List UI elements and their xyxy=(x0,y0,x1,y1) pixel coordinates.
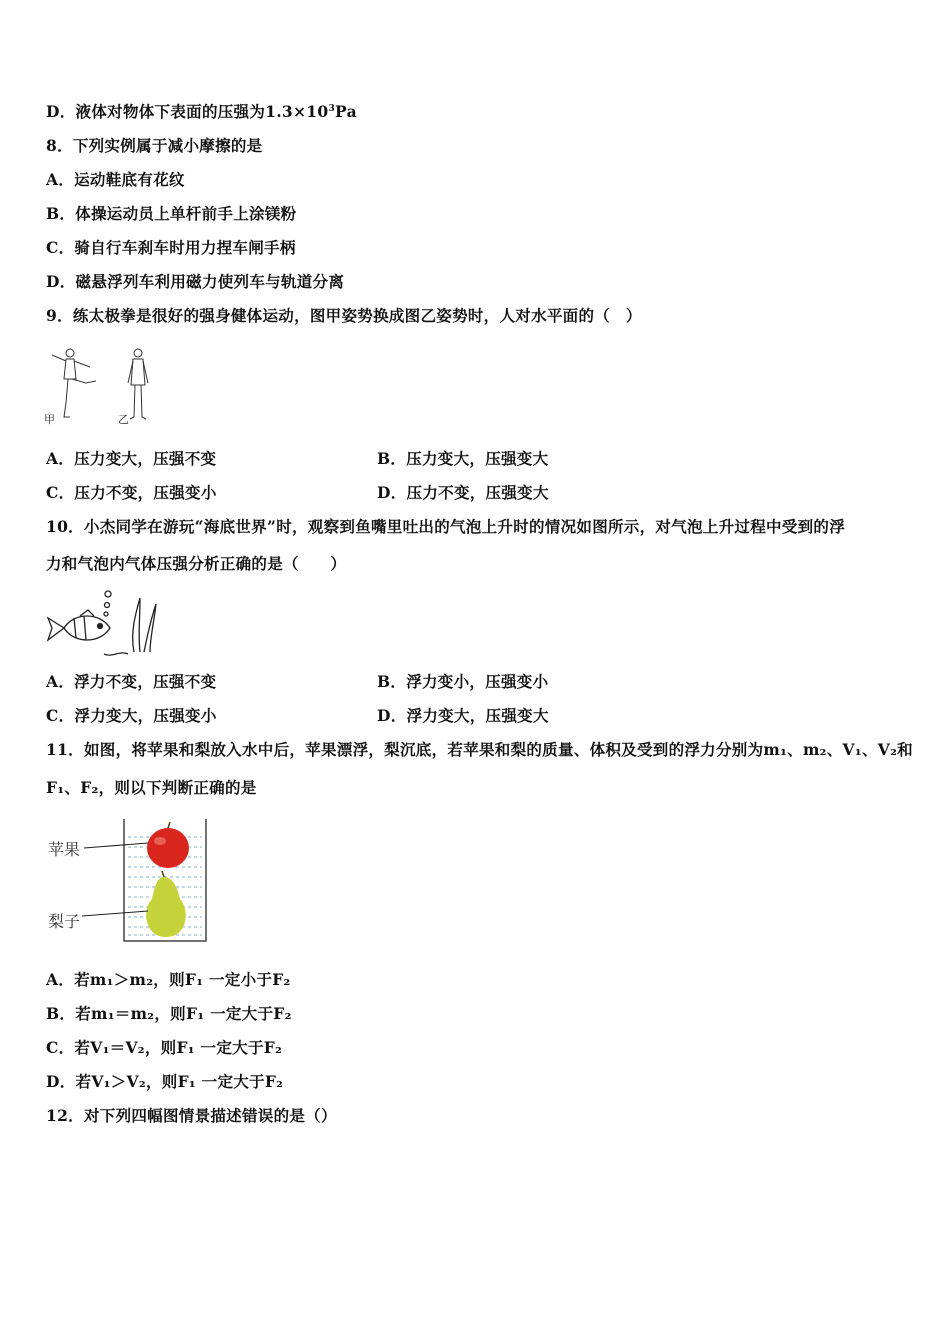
q11-stem-line2: F₁、F₂，则以下判断正确的是 xyxy=(46,778,257,797)
taichi-figure xyxy=(42,343,162,428)
taichi-illustration xyxy=(42,343,162,428)
q10-option-d: D．浮力变大，压强变大 xyxy=(377,706,549,725)
apple-pear-figure xyxy=(44,815,212,947)
q8-option-c: C．骑自行车刹车时用力捏车闸手柄 xyxy=(46,238,296,257)
taichi-label-yi: 乙 xyxy=(118,413,129,426)
q8-option-a: A．运动鞋底有花纹 xyxy=(46,170,185,189)
fish-illustration xyxy=(44,588,166,660)
q8-stem: 8．下列实例属于减小摩擦的是 xyxy=(46,136,263,155)
apple-shape xyxy=(147,828,189,868)
taichi-label-jia: 甲 xyxy=(44,413,55,426)
fish-bubbles-figure xyxy=(44,588,166,660)
q7-option-d: D．液体对物体下表面的压强为$1.3\times 10^3Pa$ xyxy=(46,102,357,121)
q11-option-d: D．若V₁＞V₂，则F₁ 一定大于F₂ xyxy=(46,1072,284,1091)
q9-option-d: D．压力不变，压强变大 xyxy=(377,483,549,502)
label-pear: 梨子 xyxy=(48,912,81,931)
q11-stem-line1: 11．如图，将苹果和梨放入水中后，苹果漂浮，梨沉底，若苹果和梨的质量、体积及受到的浮力分别为m₁、m₂、V₁、V₂和 xyxy=(46,740,913,759)
label-apple: 苹果 xyxy=(48,840,81,859)
q10-stem-line1: 10．小杰同学在游玩“海底世界”时，观察到鱼嘴里吐出的气泡上升时的情况如图所示，对气泡上升过程中受到的浮 xyxy=(46,517,846,536)
q8-option-d: D．磁悬浮列车利用磁力使列车与轨道分离 xyxy=(46,272,345,291)
q8-option-b: B．体操运动员上单杆前手上涂镁粉 xyxy=(46,204,297,223)
q9-option-a: A．压力变大，压强不变 xyxy=(46,449,217,468)
q10-option-a: A．浮力不变，压强不变 xyxy=(46,672,217,691)
q9-stem: 9．练太极拳是很好的强身健体运动，图甲姿势换成图乙姿势时，人对水平面的（ ） xyxy=(46,306,642,325)
pear-shape xyxy=(146,877,186,937)
q9-option-b: B．压力变大，压强变大 xyxy=(377,449,549,468)
q11-option-c: C．若V₁＝V₂，则F₁ 一定大于F₂ xyxy=(46,1038,283,1057)
q10-stem-line2: 力和气泡内气体压强分析正确的是（ ） xyxy=(46,554,347,573)
q9-option-c: C．压力不变，压强变小 xyxy=(46,483,217,502)
q12-stem: 12．对下列四幅图情景描述错误的是（） xyxy=(46,1106,337,1125)
q10-option-b: B．浮力变小，压强变小 xyxy=(377,672,549,691)
q10-option-c: C．浮力变大，压强变小 xyxy=(46,706,217,725)
q11-option-b: B．若m₁＝m₂，则F₁ 一定大于F₂ xyxy=(46,1004,292,1023)
q11-option-a: A．若m₁＞m₂，则F₁ 一定小于F₂ xyxy=(46,970,291,989)
